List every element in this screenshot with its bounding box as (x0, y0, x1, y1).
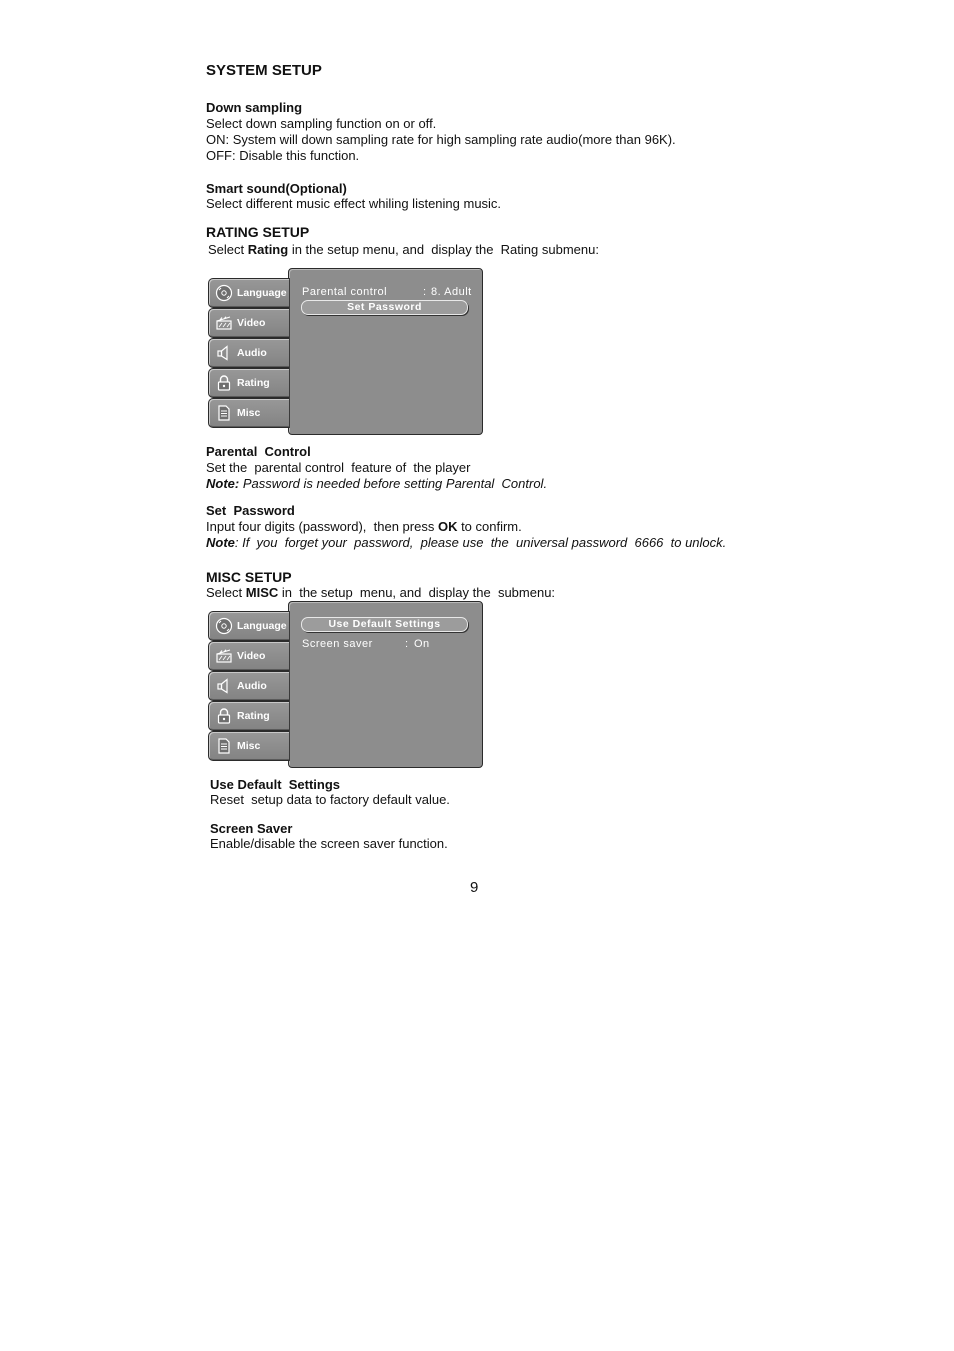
text-part: Input four digits (password), then press (206, 519, 438, 534)
parental-control-row-label: Parental control (302, 286, 388, 298)
tab-audio (208, 338, 290, 368)
tab-label: Video (237, 650, 266, 662)
document-icon (215, 404, 233, 422)
screen-saver-heading: Screen Saver (210, 821, 293, 836)
down-sampling-heading: Down sampling (206, 100, 303, 115)
use-default-settings-heading: Use Default Settings (210, 777, 341, 792)
intro-emphasis: Rating (247, 242, 289, 257)
rating-setup-title: RATING SETUP (206, 224, 310, 240)
system-setup-title: SYSTEM SETUP (206, 62, 322, 79)
document-icon (215, 737, 233, 755)
down-sampling-line: ON: System will down sampling rate for high sampling rate audio(more than 96K). (206, 132, 676, 147)
clapboard-icon (215, 314, 233, 332)
set-password-note (206, 535, 726, 551)
text-part: to confirm. (457, 519, 522, 534)
menu-panel (288, 268, 483, 435)
note-text: : If you forget your password, please use the universal password 6666 to unlock. (234, 535, 727, 550)
note-label: Note (206, 535, 235, 550)
lock-icon (215, 374, 233, 392)
intro-text: in the setup menu, and display the submenu: (278, 585, 556, 600)
misc-setup-title: MISC SETUP (206, 569, 292, 585)
tab-label: Language (237, 620, 287, 632)
lock-icon (215, 707, 233, 725)
tab-label: Language (237, 287, 287, 299)
parental-control-heading: Parental Control (206, 444, 311, 459)
note-text: Password is needed before setting Parental Control. (239, 476, 548, 491)
tab-label: Rating (237, 377, 270, 389)
tab-video (208, 641, 290, 671)
note-label: Note: (206, 476, 240, 491)
tab-label: Audio (237, 347, 267, 359)
tab-label: Misc (237, 407, 261, 419)
down-sampling-line: OFF: Disable this function. (206, 148, 360, 163)
language-disc-icon (215, 284, 233, 302)
misc-setup-intro (206, 585, 555, 601)
misc-menu-screenshot (208, 601, 484, 768)
screen-saver-row-label: Screen saver (302, 638, 373, 650)
screen-saver-text: Enable/disable the screen saver function. (210, 836, 448, 851)
smart-sound-text: Select different music effect whiling listening music. (206, 196, 502, 211)
ok-emphasis: OK (437, 519, 458, 534)
row-separator: : (423, 286, 427, 298)
intro-text: Select (206, 585, 246, 600)
set-password-text (206, 519, 522, 535)
screen-saver-row-value: On (414, 638, 430, 650)
parental-control-row-value: 8. Adult (431, 286, 472, 298)
clapboard-icon (215, 647, 233, 665)
intro-text: in the setup menu, and display the Rating submenu: (288, 242, 599, 257)
tab-misc (208, 731, 290, 761)
smart-sound-heading: Smart sound(Optional) (206, 181, 347, 196)
tab-label: Audio (237, 680, 267, 692)
row-separator: : (405, 638, 409, 650)
set-password-heading: Set Password (206, 503, 295, 518)
tab-audio (208, 671, 290, 701)
page-number: 9 (470, 879, 479, 896)
use-default-settings-text: Reset setup data to factory default value. (210, 792, 450, 807)
intro-emphasis: MISC (245, 585, 279, 600)
menu-panel (288, 601, 483, 768)
parental-control-text: Set the parental control feature of the player (206, 460, 471, 475)
tab-label: Video (237, 317, 266, 329)
tab-label: Misc (237, 740, 261, 752)
tab-language (208, 278, 290, 308)
speaker-icon (215, 677, 233, 695)
intro-text: Select (208, 242, 248, 257)
down-sampling-line: Select down sampling function on or off. (206, 116, 437, 131)
set-password-button: Set Password (301, 300, 468, 315)
rating-setup-intro (208, 242, 599, 258)
tab-video (208, 308, 290, 338)
tab-rating (208, 368, 290, 398)
use-default-settings-button: Use Default Settings (301, 617, 468, 632)
parental-control-note (206, 476, 547, 492)
language-disc-icon (215, 617, 233, 635)
tab-label: Rating (237, 710, 270, 722)
rating-menu-screenshot (208, 268, 484, 435)
speaker-icon (215, 344, 233, 362)
tab-rating (208, 701, 290, 731)
tab-misc (208, 398, 290, 428)
tab-language (208, 611, 290, 641)
